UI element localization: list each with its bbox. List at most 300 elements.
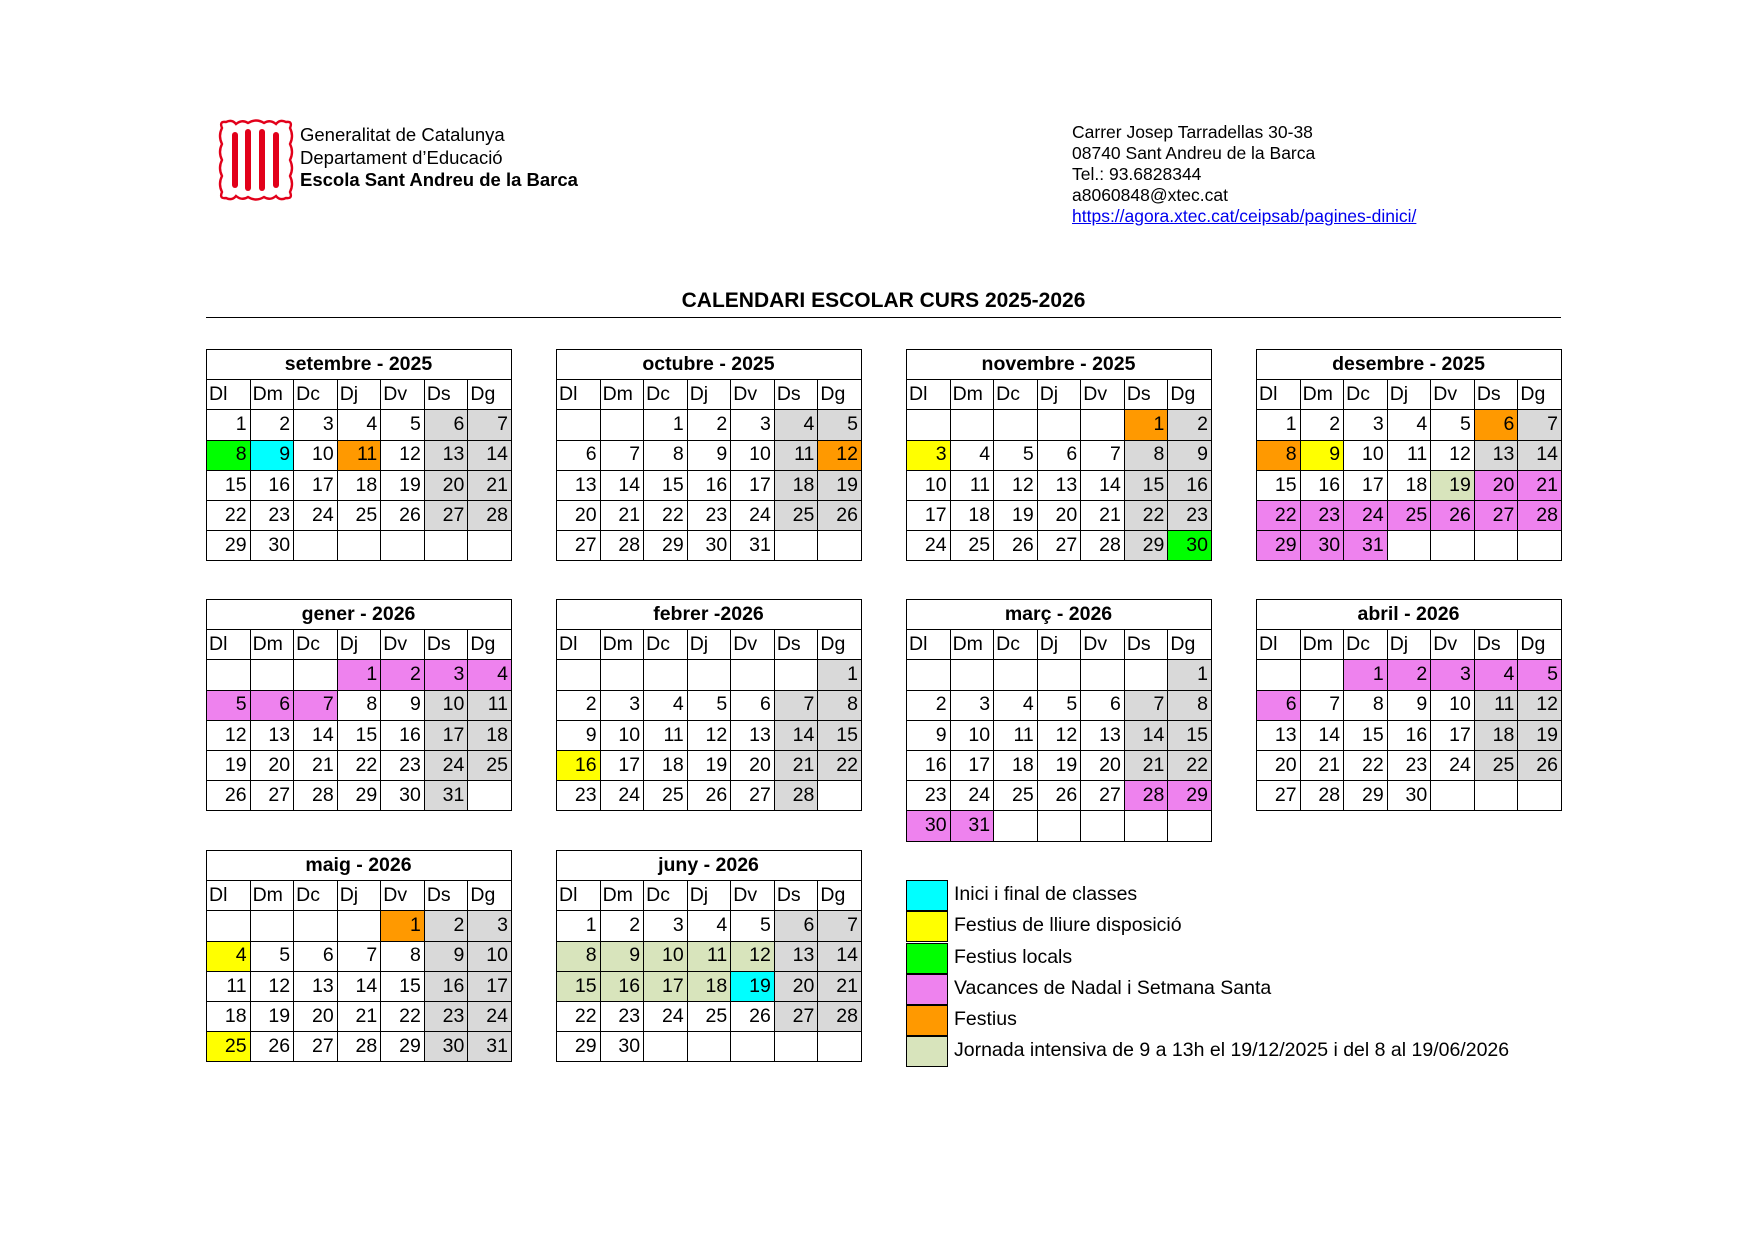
weekday-header: Dj (337, 630, 381, 660)
day-cell: 15 (1257, 470, 1301, 500)
day-cell: 30 (907, 811, 951, 841)
day-cell: 18 (774, 470, 818, 500)
weekday-header: Dv (731, 380, 775, 410)
day-cell: 17 (1344, 470, 1388, 500)
weekday-header: Dm (600, 380, 644, 410)
contact-city: 08740 Sant Andreu de la Barca (1072, 143, 1316, 163)
empty-cell (687, 1032, 731, 1062)
empty-cell (774, 1032, 818, 1062)
day-cell: 2 (250, 410, 294, 440)
day-cell: 10 (950, 720, 994, 750)
day-cell: 29 (337, 781, 381, 811)
weekday-header: Dg (818, 380, 862, 410)
weekday-header: Dm (600, 630, 644, 660)
weekday-header: Dl (557, 630, 601, 660)
day-cell: 1 (337, 660, 381, 690)
day-cell: 23 (1387, 750, 1431, 780)
empty-cell (468, 531, 512, 561)
day-cell: 29 (1168, 781, 1212, 811)
day-cell: 16 (557, 750, 601, 780)
day-cell: 29 (1344, 781, 1388, 811)
day-cell: 1 (1344, 660, 1388, 690)
day-cell: 5 (381, 410, 425, 440)
legend-swatch (906, 974, 948, 1005)
day-cell: 25 (468, 750, 512, 780)
weekday-header: Dj (687, 630, 731, 660)
weekday-header: Dj (1037, 380, 1081, 410)
weekday-header: Dv (1431, 380, 1475, 410)
day-cell: 12 (1518, 690, 1562, 720)
legend-label: Inici i final de classes (954, 883, 1138, 905)
contact-block (1072, 122, 1416, 227)
day-cell: 1 (1257, 410, 1301, 440)
weekday-header: Ds (424, 881, 468, 911)
month-calendar-december (1256, 349, 1562, 561)
day-cell: 18 (644, 750, 688, 780)
day-cell: 15 (207, 470, 251, 500)
day-cell: 22 (381, 1001, 425, 1031)
weekday-header: Dg (818, 630, 862, 660)
day-cell: 12 (250, 971, 294, 1001)
weekday-header: Dc (994, 380, 1038, 410)
day-cell: 27 (250, 781, 294, 811)
weekday-header: Dj (1037, 630, 1081, 660)
day-cell: 22 (1124, 500, 1168, 530)
empty-cell (250, 911, 294, 941)
day-cell: 10 (424, 690, 468, 720)
empty-cell (731, 660, 775, 690)
day-cell: 27 (294, 1032, 338, 1062)
weekday-header: Dm (600, 881, 644, 911)
day-cell: 31 (731, 531, 775, 561)
day-cell: 19 (1037, 750, 1081, 780)
day-cell: 17 (644, 971, 688, 1001)
weekday-header: Dm (950, 630, 994, 660)
day-cell: 28 (774, 781, 818, 811)
day-cell: 17 (468, 971, 512, 1001)
day-cell: 16 (687, 470, 731, 500)
day-cell: 12 (818, 440, 862, 470)
day-cell: 1 (818, 660, 862, 690)
day-cell: 24 (600, 781, 644, 811)
day-cell: 8 (1257, 440, 1301, 470)
empty-cell (1037, 410, 1081, 440)
month-title: febrer -2026 (557, 600, 862, 630)
day-cell: 26 (687, 781, 731, 811)
day-cell: 13 (1037, 470, 1081, 500)
day-cell: 2 (907, 690, 951, 720)
day-cell: 8 (557, 941, 601, 971)
day-cell: 8 (644, 440, 688, 470)
day-cell: 26 (1037, 781, 1081, 811)
legend-label: Festius (954, 1008, 1017, 1031)
generalitat-logo-icon (218, 118, 294, 202)
day-cell: 3 (731, 410, 775, 440)
empty-cell (1474, 781, 1518, 811)
day-cell: 27 (557, 531, 601, 561)
empty-cell (774, 660, 818, 690)
day-cell: 9 (424, 941, 468, 971)
month-calendar-november (906, 349, 1212, 561)
day-cell: 29 (644, 531, 688, 561)
day-cell: 4 (950, 440, 994, 470)
weekday-header: Dl (207, 630, 251, 660)
day-cell: 6 (294, 941, 338, 971)
day-cell: 19 (994, 500, 1038, 530)
empty-cell (557, 660, 601, 690)
weekday-header: Dj (1387, 380, 1431, 410)
day-cell: 11 (994, 720, 1038, 750)
weekday-header: Ds (774, 380, 818, 410)
empty-cell (1257, 660, 1301, 690)
day-cell: 13 (557, 470, 601, 500)
day-cell: 30 (424, 1032, 468, 1062)
day-cell: 20 (1081, 750, 1125, 780)
legend-swatch (906, 1005, 948, 1036)
empty-cell (381, 531, 425, 561)
day-cell: 14 (1124, 720, 1168, 750)
day-cell: 26 (731, 1001, 775, 1031)
empty-cell (294, 660, 338, 690)
weekday-header: Dg (468, 380, 512, 410)
day-cell: 18 (1387, 470, 1431, 500)
day-cell: 11 (774, 440, 818, 470)
day-cell: 3 (1344, 410, 1388, 440)
weekday-header: Dg (1518, 630, 1562, 660)
day-cell: 7 (1300, 690, 1344, 720)
weekday-header: Dv (381, 881, 425, 911)
day-cell: 30 (600, 1032, 644, 1062)
day-cell: 8 (818, 690, 862, 720)
weekday-header: Ds (774, 881, 818, 911)
day-cell: 26 (1518, 750, 1562, 780)
empty-cell (1081, 660, 1125, 690)
weekday-header: Dl (907, 380, 951, 410)
day-cell: 1 (644, 410, 688, 440)
day-cell: 16 (381, 720, 425, 750)
day-cell: 13 (1081, 720, 1125, 750)
empty-cell (337, 911, 381, 941)
contact-email: a8060848@xtec.cat (1072, 185, 1228, 205)
day-cell: 21 (774, 750, 818, 780)
weekday-header: Dm (250, 380, 294, 410)
weekday-header: Dc (294, 881, 338, 911)
day-cell: 26 (1431, 500, 1475, 530)
day-cell: 26 (818, 500, 862, 530)
day-cell: 16 (1387, 720, 1431, 750)
weekday-header: Ds (774, 630, 818, 660)
org-line-2: Departament d’Educació (300, 146, 503, 168)
day-cell: 1 (1168, 660, 1212, 690)
weekday-header: Dj (337, 380, 381, 410)
weekday-header: Dg (1168, 630, 1212, 660)
day-cell: 19 (731, 971, 775, 1001)
weekday-header: Ds (1474, 630, 1518, 660)
day-cell: 17 (731, 470, 775, 500)
day-cell: 11 (337, 440, 381, 470)
empty-cell (600, 410, 644, 440)
weekday-header: Dl (207, 881, 251, 911)
organisation-block (300, 124, 578, 192)
day-cell: 12 (731, 941, 775, 971)
empty-cell (818, 781, 862, 811)
empty-cell (1124, 811, 1168, 841)
empty-cell (337, 531, 381, 561)
weekday-header: Dm (250, 630, 294, 660)
day-cell: 15 (1344, 720, 1388, 750)
legend-swatch (906, 880, 948, 911)
day-cell: 25 (950, 531, 994, 561)
day-cell: 19 (1431, 470, 1475, 500)
empty-cell (294, 531, 338, 561)
day-cell: 30 (1168, 531, 1212, 561)
day-cell: 14 (774, 720, 818, 750)
weekday-header: Dg (1518, 380, 1562, 410)
day-cell: 20 (294, 1001, 338, 1031)
day-cell: 8 (381, 941, 425, 971)
day-cell: 17 (294, 470, 338, 500)
calendar-title: CALENDARI ESCOLAR CURS 2025-2026 (681, 289, 1086, 312)
day-cell: 14 (1518, 440, 1562, 470)
empty-cell (1518, 531, 1562, 561)
day-cell: 15 (337, 720, 381, 750)
day-cell: 9 (1387, 690, 1431, 720)
day-cell: 10 (907, 470, 951, 500)
day-cell: 28 (1518, 500, 1562, 530)
day-cell: 4 (207, 941, 251, 971)
day-cell: 30 (1387, 781, 1431, 811)
weekday-header: Dm (250, 881, 294, 911)
day-cell: 17 (600, 750, 644, 780)
day-cell: 3 (294, 410, 338, 440)
day-cell: 23 (687, 500, 731, 530)
day-cell: 4 (468, 660, 512, 690)
day-cell: 7 (337, 941, 381, 971)
day-cell: 16 (424, 971, 468, 1001)
day-cell: 12 (1431, 440, 1475, 470)
day-cell: 22 (557, 1001, 601, 1031)
day-cell: 17 (1431, 720, 1475, 750)
day-cell: 4 (1387, 410, 1431, 440)
day-cell: 24 (644, 1001, 688, 1031)
day-cell: 14 (468, 440, 512, 470)
day-cell: 5 (1431, 410, 1475, 440)
day-cell: 28 (1300, 781, 1344, 811)
day-cell: 18 (950, 500, 994, 530)
day-cell: 6 (1037, 440, 1081, 470)
day-cell: 30 (381, 781, 425, 811)
empty-cell (994, 660, 1038, 690)
day-cell: 17 (950, 750, 994, 780)
day-cell: 2 (381, 660, 425, 690)
day-cell: 6 (557, 440, 601, 470)
day-cell: 30 (687, 531, 731, 561)
day-cell: 14 (600, 470, 644, 500)
legend-swatch (906, 911, 948, 942)
day-cell: 18 (994, 750, 1038, 780)
day-cell: 3 (950, 690, 994, 720)
day-cell: 6 (424, 410, 468, 440)
day-cell: 20 (1037, 500, 1081, 530)
day-cell: 6 (1257, 690, 1301, 720)
day-cell: 23 (1300, 500, 1344, 530)
day-cell: 9 (1300, 440, 1344, 470)
day-cell: 15 (557, 971, 601, 1001)
day-cell: 23 (907, 781, 951, 811)
day-cell: 27 (731, 781, 775, 811)
empty-cell (1081, 410, 1125, 440)
day-cell: 28 (294, 781, 338, 811)
day-cell: 12 (207, 720, 251, 750)
day-cell: 13 (1474, 440, 1518, 470)
day-cell: 13 (1257, 720, 1301, 750)
day-cell: 21 (1518, 470, 1562, 500)
day-cell: 21 (294, 750, 338, 780)
day-cell: 1 (1124, 410, 1168, 440)
empty-cell (207, 660, 251, 690)
day-cell: 20 (1257, 750, 1301, 780)
day-cell: 9 (250, 440, 294, 470)
day-cell: 14 (818, 941, 862, 971)
day-cell: 3 (1431, 660, 1475, 690)
month-calendar-june (556, 850, 862, 1062)
empty-cell (731, 1032, 775, 1062)
day-cell: 10 (1431, 690, 1475, 720)
weekday-header: Dj (1387, 630, 1431, 660)
month-title: gener - 2026 (207, 600, 512, 630)
day-cell: 19 (381, 470, 425, 500)
weekday-header: Dc (294, 380, 338, 410)
day-cell: 4 (687, 911, 731, 941)
day-cell: 14 (294, 720, 338, 750)
weekday-header: Dg (468, 881, 512, 911)
day-cell: 22 (1344, 750, 1388, 780)
day-cell: 19 (207, 750, 251, 780)
day-cell: 2 (1168, 410, 1212, 440)
day-cell: 18 (337, 470, 381, 500)
weekday-header: Ds (424, 380, 468, 410)
legend-swatch (906, 943, 948, 974)
day-cell: 7 (1124, 690, 1168, 720)
day-cell: 31 (1344, 531, 1388, 561)
day-cell: 29 (381, 1032, 425, 1062)
day-cell: 1 (381, 911, 425, 941)
day-cell: 7 (600, 440, 644, 470)
day-cell: 20 (1474, 470, 1518, 500)
weekday-header: Dv (1081, 630, 1125, 660)
day-cell: 25 (644, 781, 688, 811)
day-cell: 21 (1124, 750, 1168, 780)
empty-cell (907, 660, 951, 690)
month-calendar-april (1256, 599, 1562, 811)
weekday-header: Dv (1081, 380, 1125, 410)
month-title: octubre - 2025 (557, 350, 862, 380)
day-cell: 11 (1387, 440, 1431, 470)
day-cell: 2 (687, 410, 731, 440)
website-link[interactable]: https://agora.xtec.cat/ceipsab/pagines-dinici/ (1072, 206, 1417, 226)
weekday-header: Dv (731, 630, 775, 660)
day-cell: 28 (1124, 781, 1168, 811)
day-cell: 26 (207, 781, 251, 811)
day-cell: 4 (1474, 660, 1518, 690)
weekday-header: Ds (1124, 380, 1168, 410)
empty-cell (1168, 811, 1212, 841)
empty-cell (950, 410, 994, 440)
weekday-header: Dl (207, 380, 251, 410)
weekday-header: Ds (424, 630, 468, 660)
day-cell: 4 (994, 690, 1038, 720)
day-cell: 24 (294, 500, 338, 530)
weekday-header: Dg (468, 630, 512, 660)
day-cell: 12 (994, 470, 1038, 500)
day-cell: 23 (557, 781, 601, 811)
day-cell: 5 (994, 440, 1038, 470)
empty-cell (424, 531, 468, 561)
empty-cell (994, 811, 1038, 841)
day-cell: 20 (774, 971, 818, 1001)
month-title: setembre - 2025 (207, 350, 512, 380)
day-cell: 14 (1300, 720, 1344, 750)
day-cell: 25 (207, 1032, 251, 1062)
day-cell: 26 (381, 500, 425, 530)
weekday-header: Dl (1257, 380, 1301, 410)
day-cell: 27 (1081, 781, 1125, 811)
day-cell: 25 (1387, 500, 1431, 530)
day-cell: 30 (1300, 531, 1344, 561)
legend-label: Vacances de Nadal i Setmana Santa (954, 976, 1272, 999)
day-cell: 13 (774, 941, 818, 971)
day-cell: 29 (207, 531, 251, 561)
weekday-header: Dm (950, 380, 994, 410)
day-cell: 5 (687, 690, 731, 720)
day-cell: 19 (1518, 720, 1562, 750)
day-cell: 16 (907, 750, 951, 780)
legend-label: Jornada intensiva de 9 a 13h el 19/12/2025 i del 8 al 19/06/2026 (954, 1039, 1510, 1062)
weekday-header: Dl (557, 881, 601, 911)
weekday-header: Dc (1344, 630, 1388, 660)
day-cell: 31 (424, 781, 468, 811)
day-cell: 5 (1518, 660, 1562, 690)
day-cell: 4 (644, 690, 688, 720)
month-calendar-february (556, 599, 862, 811)
day-cell: 19 (250, 1001, 294, 1031)
empty-cell (250, 660, 294, 690)
month-title: març - 2026 (907, 600, 1212, 630)
weekday-header: Dj (337, 881, 381, 911)
day-cell: 4 (774, 410, 818, 440)
day-cell: 11 (950, 470, 994, 500)
month-calendar-march (906, 599, 1212, 842)
day-cell: 8 (1344, 690, 1388, 720)
month-calendar-may (206, 850, 512, 1062)
day-cell: 11 (207, 971, 251, 1001)
day-cell: 7 (1518, 410, 1562, 440)
day-cell: 2 (1387, 660, 1431, 690)
school-name: Escola Sant Andreu de la Barca (300, 169, 578, 190)
day-cell: 3 (907, 440, 951, 470)
day-cell: 27 (774, 1001, 818, 1031)
empty-cell (1431, 781, 1475, 811)
weekday-header: Ds (1474, 380, 1518, 410)
day-cell: 15 (644, 470, 688, 500)
empty-cell (557, 410, 601, 440)
day-cell: 10 (644, 941, 688, 971)
day-cell: 8 (1168, 690, 1212, 720)
day-cell: 16 (600, 971, 644, 1001)
month-title: juny - 2026 (557, 851, 862, 881)
day-cell: 13 (731, 720, 775, 750)
weekday-header: Dl (557, 380, 601, 410)
